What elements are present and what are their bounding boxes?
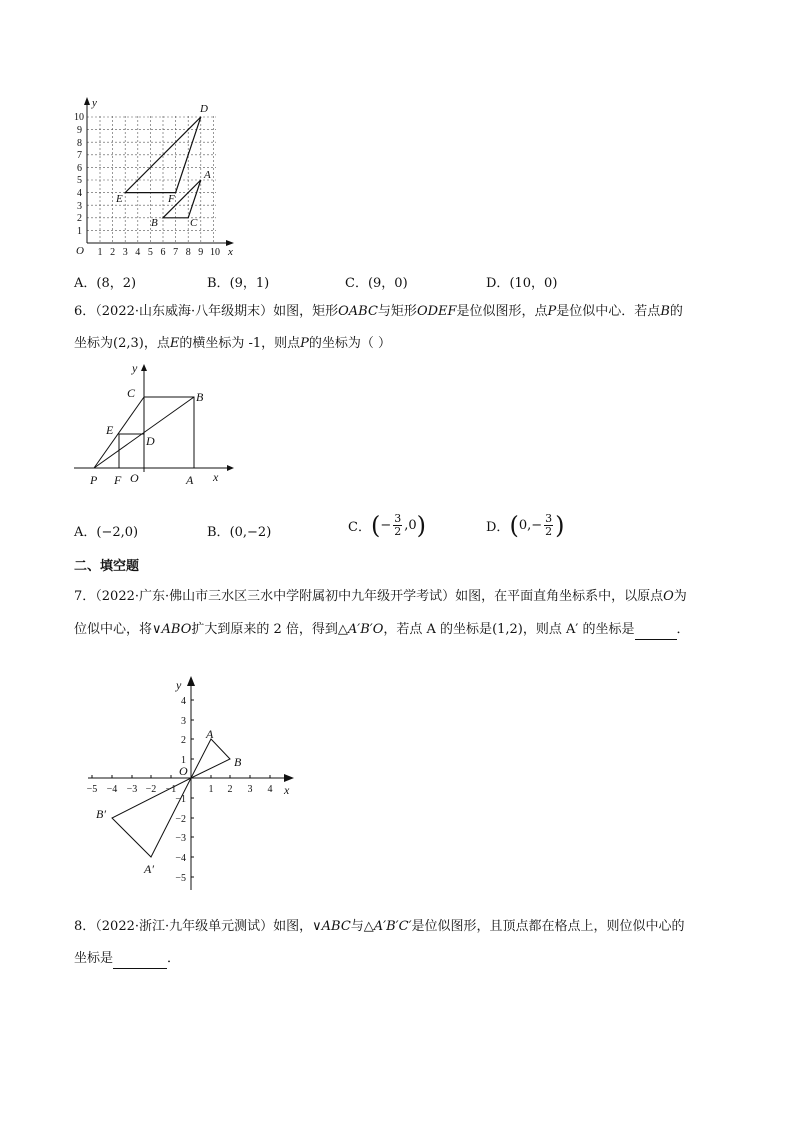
q7-coord: (1,2) — [492, 622, 523, 637]
q6-var: E — [169, 336, 180, 351]
q6-text: 的横坐标为 -1，则点 — [179, 336, 301, 351]
q5-xtick: 2 — [110, 247, 116, 258]
option-text: (8，2) — [96, 276, 137, 291]
q5-xtick: 4 — [135, 247, 141, 258]
q8-stem-line1 — [74, 918, 685, 936]
q7-text: ． — [676, 622, 690, 637]
q6-point-E: E — [106, 423, 114, 437]
q6-text: 与矩形 — [377, 304, 417, 319]
q7-xtick: −4 — [106, 784, 118, 795]
q7-y-arrow — [187, 676, 195, 686]
q6-text: 是位似图形，点 — [456, 304, 548, 319]
q5-ytick: 9 — [77, 125, 82, 136]
option-text: (−2,0) — [96, 525, 139, 540]
q5-xtick: 9 — [198, 247, 204, 258]
q6-x-label: x — [213, 470, 219, 484]
q6-option-d[interactable] — [486, 513, 564, 538]
q7-xtick: −2 — [145, 784, 157, 795]
q6-point-A: A — [186, 473, 194, 487]
q6-var: B — [660, 304, 670, 319]
q6-option-a[interactable] — [74, 521, 138, 540]
q7-text: ，则点 A′ 的坐标是 — [522, 622, 635, 637]
q6-rect-ODEF — [119, 434, 144, 468]
q5-xtick: 5 — [147, 247, 153, 258]
q5-option-c[interactable] — [345, 272, 408, 291]
option-letter: C． — [348, 520, 371, 535]
q7-text: ，若点 A 的坐标是 — [383, 622, 493, 637]
option-letter: B． — [207, 276, 230, 291]
q6-text: 的坐标为（ ） — [308, 336, 392, 351]
q7-ytick: −4 — [175, 853, 186, 864]
q7-xtick: 2 — [227, 784, 233, 795]
paren-right: ) — [416, 511, 427, 540]
q7-xtick: 4 — [267, 784, 273, 795]
q8-text: 是位似图形，且顶点都在格点上，则位似中心的 — [411, 919, 685, 934]
q5-ytick: 2 — [77, 213, 82, 224]
q5-xtick: 1 — [97, 247, 103, 258]
q7-stem-line1 — [74, 588, 687, 606]
q7-point-A-prime: A′ — [144, 862, 154, 876]
q7-xtick: −1 — [165, 784, 177, 795]
q5-option-b[interactable] — [207, 272, 269, 291]
q6-text: 的 — [669, 304, 683, 319]
answer-blank[interactable] — [635, 621, 677, 640]
q6-point-B: B — [196, 390, 204, 404]
q6-y-label: y — [132, 361, 138, 375]
q5-x-label: x — [228, 246, 233, 258]
q7-triangle-ABO — [191, 739, 230, 778]
q7-point-B: B — [234, 755, 242, 769]
q7-y-label: y — [176, 678, 182, 692]
q7-text: 扩大到原来的 2 倍，得到 — [191, 622, 338, 637]
q7-xtick: 1 — [208, 784, 214, 795]
q5-xtick: 8 — [185, 247, 191, 258]
q7-ytick: −1 — [175, 794, 186, 805]
fraction-numerator: 3 — [545, 512, 553, 525]
q7-x-arrow — [284, 774, 294, 782]
q6-rect-OABC — [144, 397, 194, 468]
q7-ytick: 1 — [181, 755, 186, 766]
q5-point-F: F — [168, 193, 175, 205]
q7-xtick: −3 — [126, 784, 138, 795]
q7-var: △A′B′O — [337, 622, 384, 637]
q7-text: 7．（2022·广东·佛山市三水区三水中学附属初中九年级开学考试）如图，在平面直角坐标系中，以原点 — [74, 589, 664, 604]
option-text: 0,− — [518, 518, 543, 533]
q8-text: 8．（2022·浙江·九年级单元测试）如图，∨ — [74, 919, 322, 934]
q6-point-P: P — [90, 473, 98, 487]
q6-stem-line2 — [74, 335, 391, 353]
q8-var: A′B′C′ — [373, 919, 412, 934]
q5-point-C: C — [190, 217, 198, 229]
q7-stem-line2 — [74, 621, 690, 640]
q7-x-label: x — [284, 783, 290, 797]
q5-xtick: 6 — [160, 247, 166, 258]
q5-ytick: 1 — [77, 226, 82, 237]
q8-text: 与△ — [350, 919, 374, 934]
q7-xtick: 3 — [247, 784, 253, 795]
q5-ytick: 4 — [77, 188, 82, 199]
q5-point-E: E — [116, 193, 123, 205]
q6-var: P — [547, 304, 557, 319]
q5-ytick: 8 — [77, 138, 82, 149]
q5-ytick: 10 — [74, 112, 84, 123]
q5-origin-label: O — [76, 245, 84, 257]
q6-text: 是位似中心．若点 — [556, 304, 661, 319]
q5-point-D: D — [200, 103, 208, 115]
q7-point-A: A — [206, 727, 214, 741]
option-text: (9，1) — [229, 276, 270, 291]
q5-option-d[interactable] — [486, 272, 557, 291]
option-letter: C． — [345, 276, 368, 291]
q6-var: OABC — [338, 304, 378, 319]
q8-stem-line2 — [74, 950, 180, 969]
q5-grid-figure — [60, 92, 250, 262]
fraction-denominator: 2 — [545, 525, 553, 538]
q5-point-B: B — [151, 217, 158, 229]
option-text: (0,−2) — [229, 525, 272, 540]
fraction — [544, 513, 553, 538]
option-text: (10，0) — [509, 276, 558, 291]
q7-ytick: 3 — [181, 716, 186, 727]
option-letter: A． — [74, 276, 97, 291]
option-text: (9，0) — [367, 276, 408, 291]
q5-x-tick-labels — [98, 247, 221, 258]
paren-right: ) — [555, 511, 565, 540]
q8-text: ． — [167, 951, 181, 966]
q5-ytick: 6 — [77, 163, 82, 174]
option-text: ,0 — [404, 518, 417, 533]
q7-var: ABO — [161, 622, 192, 637]
q5-option-a[interactable] — [74, 272, 136, 291]
option-letter: D． — [486, 276, 510, 291]
q5-y-arrow — [84, 97, 90, 105]
q6-text: 6．（2022·山东威海·八年级期末）如图，矩形 — [74, 304, 339, 319]
q5-point-A: A — [204, 169, 211, 181]
q6-text: 坐标为 — [74, 336, 114, 351]
q6-stem-line1 — [74, 303, 683, 321]
q6-option-b[interactable] — [207, 521, 271, 540]
fraction-numerator: 3 — [394, 512, 402, 525]
q6-text: ，点 — [143, 336, 170, 351]
q6-figure — [70, 360, 240, 492]
q5-ytick: 3 — [77, 201, 82, 212]
paren-left: ( — [509, 511, 519, 540]
q5-y-tick-labels — [74, 112, 84, 237]
q7-text: 为 — [673, 589, 687, 604]
q7-xtick: −5 — [86, 784, 98, 795]
option-letter: D． — [486, 520, 510, 535]
q5-y-label: y — [92, 97, 97, 109]
fraction-denominator: 2 — [394, 525, 402, 538]
q7-text: 位似中心，将∨ — [74, 622, 162, 637]
q6-x-arrow — [227, 465, 234, 471]
option-letter: A． — [74, 525, 97, 540]
q7-ytick: 2 — [181, 735, 186, 746]
option-text: − — [380, 518, 392, 533]
q6-point-D: D — [146, 434, 155, 448]
q5-ytick: 5 — [77, 175, 82, 186]
q5-ytick: 7 — [77, 150, 82, 161]
q7-origin-label: O — [179, 764, 188, 778]
section-title: 二、填空题 — [74, 559, 140, 574]
q6-point-O: O — [130, 471, 139, 485]
q8-text: 坐标是 — [74, 951, 114, 966]
option-letter: B． — [207, 525, 230, 540]
q6-var: P — [300, 336, 309, 351]
q6-coord: (2,3) — [113, 336, 144, 351]
q7-point-B-prime: B′ — [96, 807, 106, 821]
q5-xtick: 7 — [173, 247, 179, 258]
q5-xtick: 10 — [210, 247, 220, 258]
paren-left: ( — [370, 511, 381, 540]
q7-var: O — [663, 589, 674, 604]
q7-ytick: −2 — [175, 814, 186, 825]
q5-xtick: 3 — [122, 247, 128, 258]
q7-ytick: −5 — [175, 873, 186, 884]
q6-option-c[interactable] — [348, 513, 426, 538]
q7-ytick: 4 — [181, 696, 186, 707]
q6-y-arrow — [141, 364, 147, 371]
q7-figure — [82, 672, 302, 894]
q7-ytick: −3 — [175, 833, 186, 844]
fraction — [393, 513, 402, 538]
q6-point-F: F — [114, 473, 122, 487]
q6-var: ODEF — [416, 304, 457, 319]
answer-blank[interactable] — [113, 950, 167, 969]
q6-point-C: C — [127, 386, 136, 400]
q8-var: ABC — [321, 919, 351, 934]
